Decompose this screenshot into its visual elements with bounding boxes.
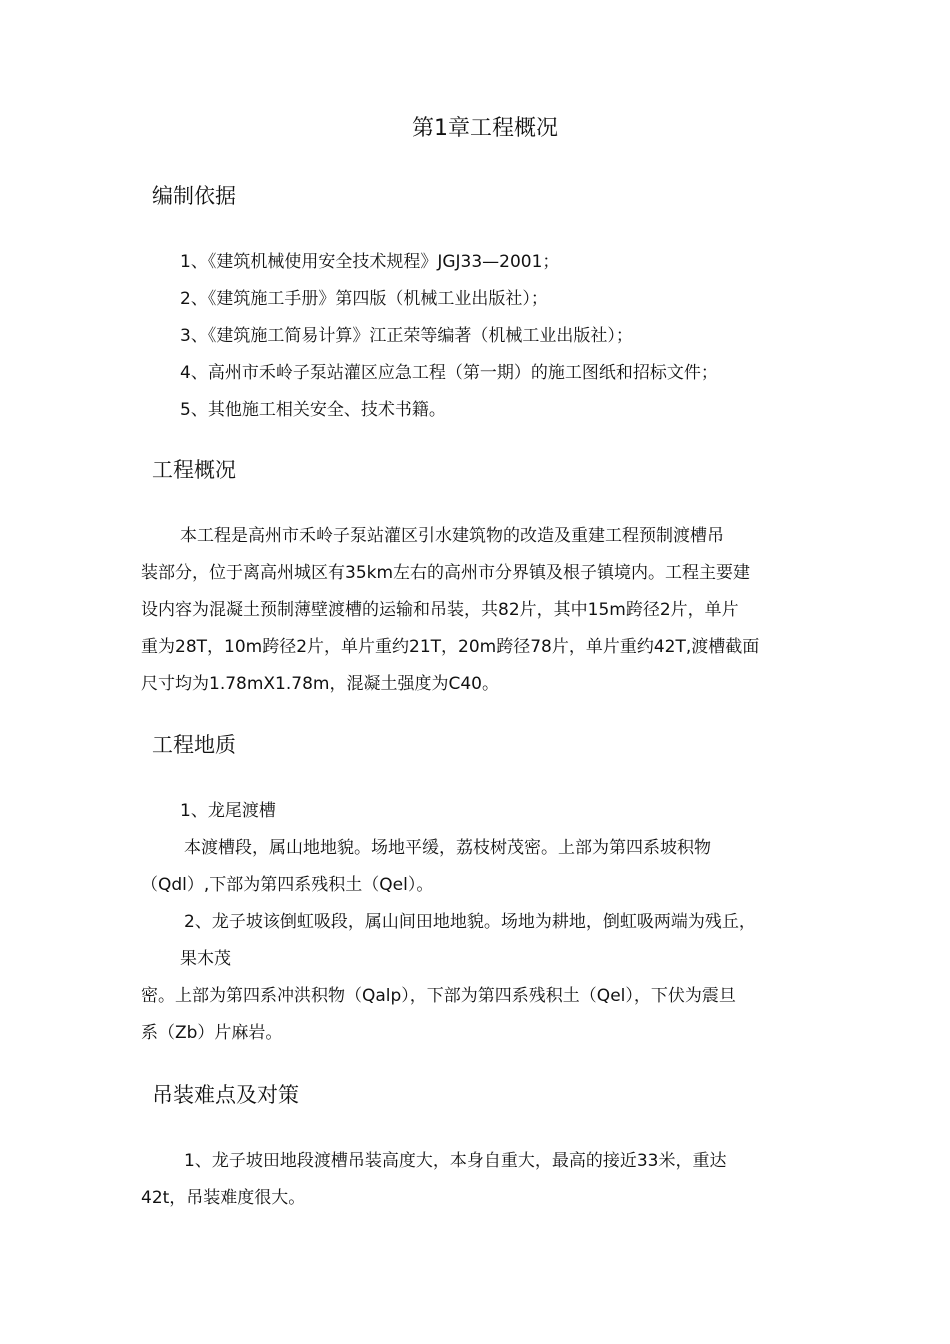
basis-item-1: 1、《建筑机械使用安全技术规程》JGJ33—2001； <box>180 252 560 272</box>
overview-line-5: 尺寸均为1.78mX1.78m，混凝土强度为C40。 <box>141 674 499 694</box>
basis-item-4: 4、高州市禾岭子泵站灌区应急工程（第一期）的施工图纸和招标文件； <box>180 363 718 383</box>
section-heading-difficulties: 吊装难点及对策 <box>152 1083 299 1107</box>
geology-line-6: 密。上部为第四系冲洪积物（Qalp），下部为第四系残积土（Qel），下伏为震旦 <box>141 986 736 1006</box>
page-title: 第1章工程概况 <box>412 116 558 141</box>
section-heading-geology: 工程地质 <box>152 733 236 757</box>
geology-line-4: 2、龙子坡该倒虹吸段，属山间田地地貌。场地为耕地，倒虹吸两端为残丘， <box>184 912 756 932</box>
geology-line-1: 1、龙尾渡槽 <box>180 801 276 821</box>
geology-line-2: 本渡槽段，属山地地貌。场地平缓，荔枝树茂密。上部为第四系坡积物 <box>184 838 711 858</box>
overview-line-4: 重为28T，10m跨径2片，单片重约21T，20m跨径78片，单片重约42T,渡槽截面 <box>141 637 760 657</box>
basis-item-5: 5、其他施工相关安全、技术书籍。 <box>180 400 446 420</box>
basis-item-2: 2、《建筑施工手册》第四版（机械工业出版社）； <box>180 289 548 309</box>
overview-line-1: 本工程是高州市禾岭子泵站灌区引水建筑物的改造及重建工程预制渡槽吊 <box>180 526 724 546</box>
geology-line-7: 系（Zb）片麻岩。 <box>141 1023 283 1043</box>
overview-line-2: 装部分，位于离高州城区有35km左右的高州市分界镇及根子镇境内。工程主要建 <box>141 563 751 583</box>
difficulties-line-2: 42t，吊装难度很大。 <box>141 1188 306 1208</box>
section-heading-basis: 编制依据 <box>152 184 236 208</box>
basis-item-3: 3、《建筑施工简易计算》江正荣等编著（机械工业出版社）； <box>180 326 633 346</box>
difficulties-line-1: 1、龙子坡田地段渡槽吊装高度大，本身自重大，最高的接近33米，重达 <box>184 1151 727 1171</box>
section-heading-overview: 工程概况 <box>152 458 236 482</box>
geology-line-3: （Qdl）,下部为第四系残积土（Qel）。 <box>141 875 434 895</box>
geology-line-5: 果木茂 <box>180 949 231 969</box>
overview-line-3: 设内容为混凝土预制薄壁渡槽的运输和吊装，共82片，其中15m跨径2片，单片 <box>141 600 739 620</box>
